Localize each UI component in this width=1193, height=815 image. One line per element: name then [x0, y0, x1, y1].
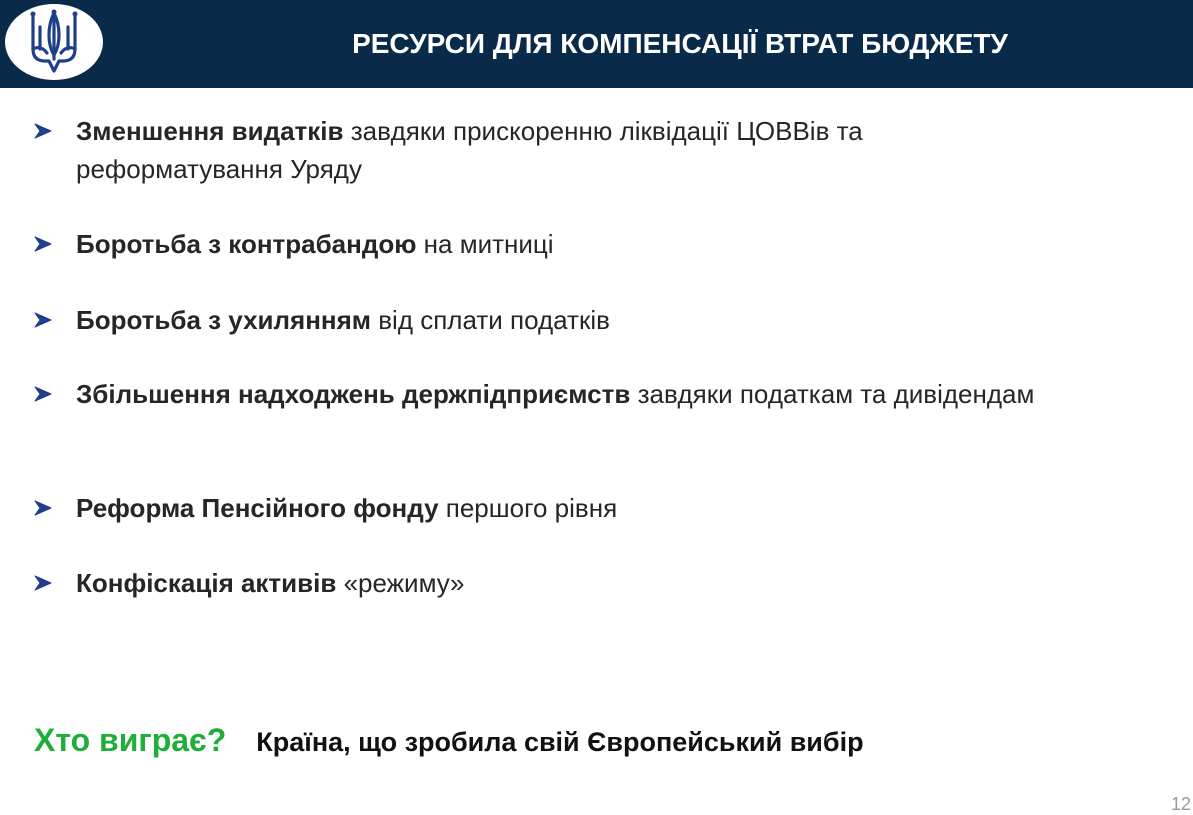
list-item-rest: від сплати податків — [371, 305, 610, 335]
list-item-rest: першого рівня — [438, 493, 618, 523]
list-item — [34, 225, 1134, 263]
list-item-bold: Конфіскація активів — [76, 568, 337, 598]
list-item-bold: Реформа Пенсійного фонду — [76, 493, 439, 523]
trident-coat-of-arms-icon — [27, 9, 81, 75]
list-item — [34, 112, 1134, 188]
arrowhead-bullet-icon — [34, 225, 76, 263]
footer-answer: Країна, що зробила свій Європейський вибір — [256, 727, 864, 757]
list-item-bold: Зменшення видатків — [76, 116, 344, 146]
list-item-text — [76, 375, 1076, 413]
list-item-bold: Збільшення надходжень держпідприємств — [76, 379, 631, 409]
page-title: РЕСУРСИ ДЛЯ КОМПЕНСАЦІЇ ВТРАТ БЮДЖЕТУ — [352, 28, 1008, 59]
arrowhead-bullet-icon — [34, 564, 76, 602]
arrowhead-bullet-icon — [34, 489, 76, 527]
logo — [5, 4, 103, 80]
list-item-text — [76, 564, 1076, 602]
list-item-rest: завдяки прискоренню ліквідації ЦОВВів та реформатування Уряду — [76, 116, 863, 184]
list-item — [34, 375, 1134, 413]
footer-conclusion — [34, 722, 864, 759]
slide-header — [0, 0, 1193, 88]
list-item-bold: Боротьба з ухилянням — [76, 305, 372, 335]
page-number: 12 — [1170, 794, 1191, 814]
list-item — [34, 564, 1134, 602]
list-item-text — [76, 112, 1076, 188]
list-item-text — [76, 301, 1076, 339]
list-item-text — [76, 489, 1076, 527]
arrowhead-bullet-icon — [34, 112, 76, 150]
list-item — [34, 489, 1134, 527]
list-item-rest: завдяки податкам та дивідендам — [630, 379, 1035, 409]
list-item — [34, 301, 1134, 339]
arrowhead-bullet-icon — [34, 375, 76, 413]
arrowhead-bullet-icon — [34, 301, 76, 339]
list-item-text — [76, 225, 1076, 263]
list-item-bold: Боротьба з контрабандою — [76, 229, 417, 259]
list-item-rest: на митниці — [416, 229, 554, 259]
list-item-rest: «режиму» — [336, 568, 465, 598]
footer-question: Хто виграє? — [34, 722, 227, 758]
